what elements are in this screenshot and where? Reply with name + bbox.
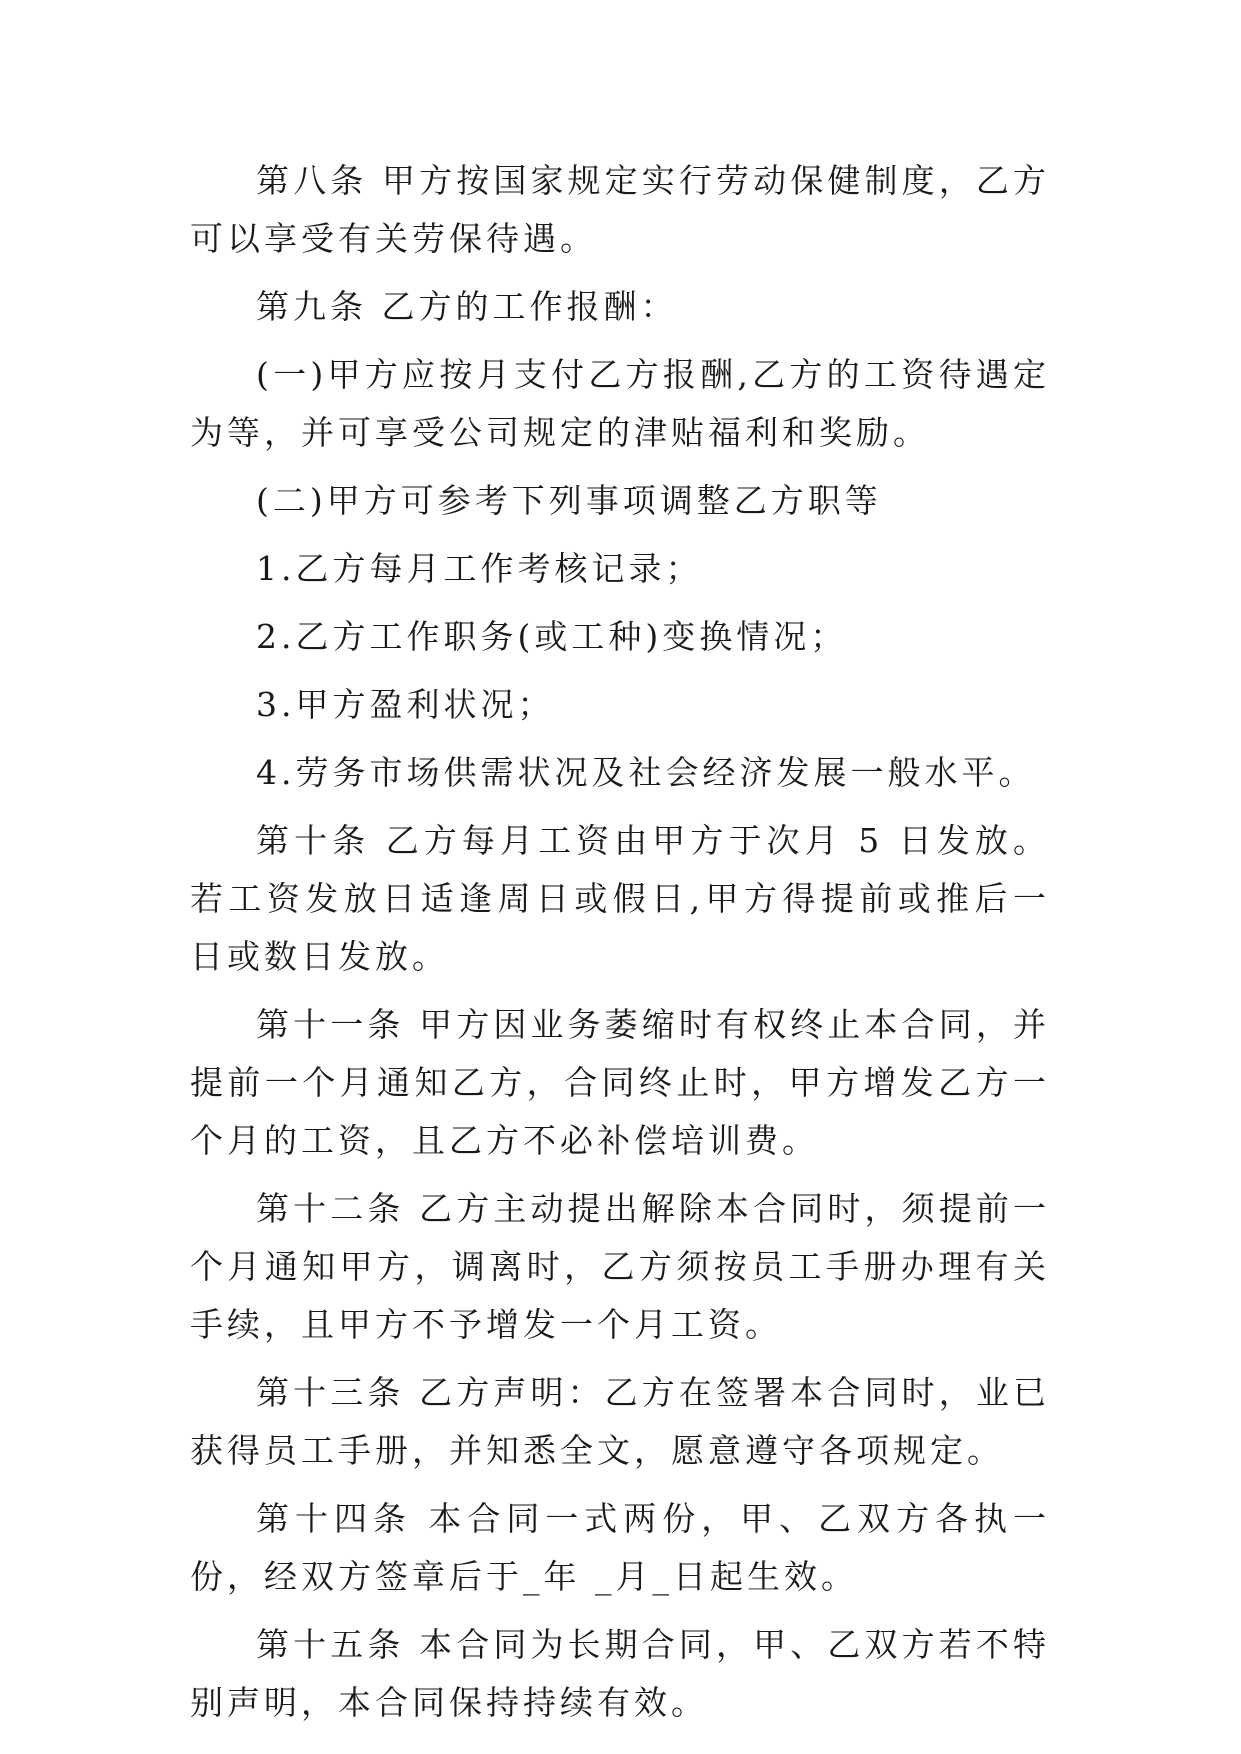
- article-9-heading: 第九条 乙方的工作报酬：: [256, 287, 678, 326]
- list-item-1: 1.乙方每月工作考核记录；: [256, 549, 703, 588]
- article-13: 第十三条 乙方声明：乙方在签署本合同时，业已获得员工手册，并知悉全文，愿意遵守各项规定。: [190, 1373, 1050, 1470]
- article-14: 第十四条 本合同一式两份，甲、乙双方各执一份，经双方签章后于_年 _月_日起生效。: [190, 1499, 1050, 1596]
- article-8: 第八条 甲方按国家规定实行劳动保健制度，乙方可以享受有关劳保待遇。: [190, 161, 1050, 258]
- article-10: 第十条 乙方每月工资由甲方于次月 5 日发放。若工资发放日适逢周日或假日,甲方得提前或推后一日或数日发放。: [190, 821, 1050, 976]
- article-9-item-1: (一)甲方应按月支付乙方报酬,乙方的工资待遇定为等，并可享受公司规定的津贴福利和奖励。: [190, 355, 1050, 452]
- document-body: [190, 152, 1050, 1742]
- article-12: 第十二条 乙方主动提出解除本合同时，须提前一个月通知甲方，调离时，乙方须按员工手册办理有关手续，且甲方不予增发一个月工资。: [190, 1189, 1050, 1344]
- list-item-3: 3.甲方盈利状况；: [256, 685, 555, 724]
- article-9-item-2: (二)甲方可参考下列事项调整乙方职等: [256, 481, 882, 520]
- article-15: 第十五条 本合同为长期合同，甲、乙双方若不特别声明，本合同保持持续有效。: [190, 1625, 1050, 1722]
- article-11: 第十一条 甲方因业务萎缩时有权终止本合同，并提前一个月通知乙方，合同终止时，甲方增发乙方一个月的工资，且乙方不必补偿培训费。: [190, 1005, 1050, 1160]
- list-item-2: 2.乙方工作职务(或工种)变换情况；: [256, 617, 848, 656]
- list-item-4: 4.劳务市场供需状况及社会经济发展一般水平。: [256, 753, 1036, 792]
